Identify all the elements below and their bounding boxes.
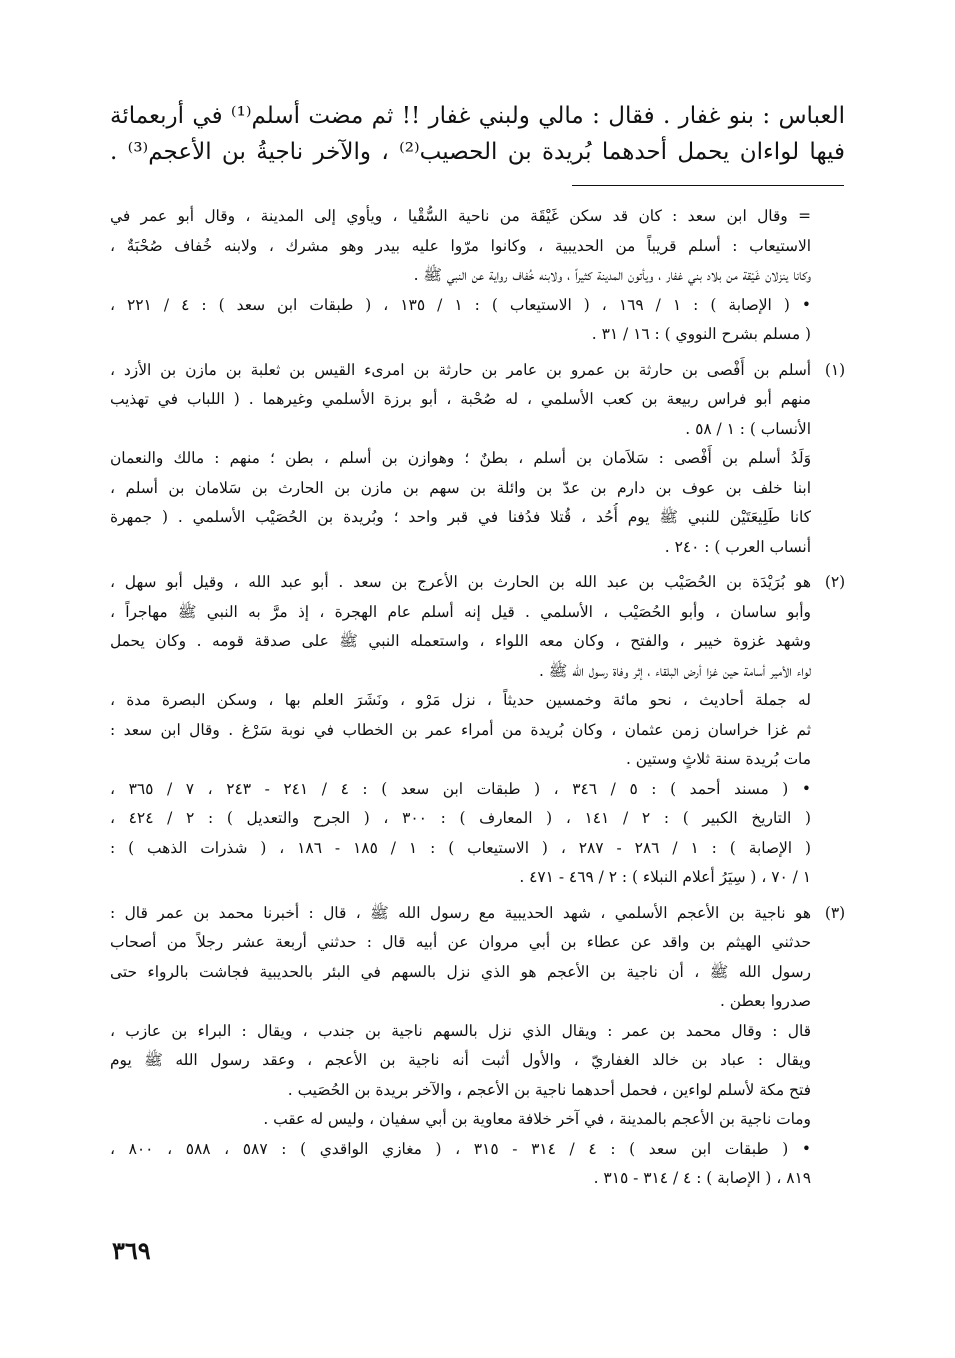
note-line: ١ / ٧٠ ، ( سِيَرُ أعلام النبلاء ) : ٢ / ٤٦٩ - ٤٧١ . (519, 868, 811, 886)
note-line: أسلم بن أَفْصى بن حارثة بن عمرو بن عامر بن حارثة بن امرىء القيس بن ثعلبة بن مازن بن الأزد ، (110, 360, 811, 379)
note-line: وكانا ينزلان غَيْقة من بلاد بني غفار ، ويأتون المدينة كثيراً ، ولابنه خُفاف رواية عن النبي ﷺ . (413, 266, 811, 284)
note-line: • ( طبقات ابن سعد ) : ٤ / ٣١٤ - ٣١٥ ، ( مغازي الواقدي ) : ٥٨٧ ، ٥٨٨ ، ٨٠٠ ، (110, 1139, 811, 1158)
note-line: أنساب العرب ) : ٢٤٠ . (664, 537, 811, 556)
note-line: ( الإصابة ) : ١ / ٢٨٦ - ٢٨٧ ، ( الاستيعاب ) : ١ / ١٨٥ - ١٨٦ ، ( شذرات الذهب ) : (110, 838, 811, 857)
note-line: هو بُرَيْدَة بن الحُصَيْب بن عبد الله بن الحارث بن الأعرج بن سعد . أبو عبد الله ، وقيل أبو سهل ، (110, 573, 811, 591)
note-line: • ( الإصابة ) : ١ / ١٦٩ ، ( الاستيعاب ) : ١ / ١٣٥ ، ( طبقات ابن سعد ) : ٤ / ٢٢١ ، (110, 295, 811, 314)
note-line: ابنا خلف بن عوف بن دارم بن عدّ بن وائلة بن سهم بن مازن بن الحارث بن سَلامان بن أسلم ، (110, 478, 811, 497)
page-number: ٣٦٩ (112, 1236, 151, 1265)
note-line: مات بُريدة سنة ثلاثٍ وستين . (625, 750, 811, 768)
continuation-note (110, 202, 845, 350)
note-line: له جملة أحاديث ، نحو مائة وخمسين حديثاً ، نزل مَرْو ، ونَشَرَ العلم بها ، وسكن البصرة مدة ، (110, 691, 811, 709)
footnote-number: (١) (824, 360, 846, 379)
note-line: ٨١٩ ، ( الإصابة ) : ٤ / ٣١٤ - ٣١٥ . (593, 1169, 811, 1187)
note-line: رسول الله ﷺ ، أن ناجية بن الأعجم هو الذي نزل بالسهم في البئر بالحديبية فجاشت بالرواء حتى (110, 962, 811, 981)
main-text (110, 98, 845, 170)
note-line: الأنساب ) : ١ / ٥٨ . (685, 419, 811, 438)
note-line: قال : وقال محمد بن عمر : ويقال الذي نزل بالسهم ناجية بن جندب ، ويقال : البراء بن عازب ، (110, 1021, 811, 1040)
footnote-1 (110, 356, 845, 563)
note-line: ( التاريخ الكبير ) : ٢ / ١٤١ ، ( المعارف ) : ٣٠٠ ، ( الجرح والتعديل ) : ٢ / ٤٢٤ ، (110, 809, 811, 827)
note-line: ( مسلم بشرح النووي ) : ١٦ / ٣١ . (591, 325, 811, 343)
note-line: ثم غزا خراسان زمن عثمان ، وكان بُريدة من أمراء عمر بن الخطاب في نوبة سَرْغ . وقال ابن سعد : (110, 720, 811, 739)
note-line: • ( مسند أحمد ) : ٥ / ٣٤٦ ، ( طبقات ابن سعد ) : ٤ / ٢٤١ - ٢٤٣ ، ٧ / ٣٦٥ ، (110, 779, 811, 798)
note-line: ويقال : عباد بن خالد الغفاريّ ، والأول أثبت أنه ناجية بن الأعجم ، وعقد رسول الله ﷺ يوم (110, 1051, 811, 1069)
footnote-3 (110, 899, 845, 1194)
note-line: كانا طَلِيعَتَيْن للنبي ﷺ يوم أُحُد ، قُتلا فدُفنا في قبر واحد ؛ وبُريدة بن الحُصَيْب الأسلمي . ( جمهرة (110, 508, 811, 526)
note-line: ومات ناجية بن الأعجم بالمدينة ، في آخر خلافة معاوية بن أبي سفيان ، وليس له عقب . (263, 1110, 811, 1128)
note-line: صدروا بعطن . (719, 992, 811, 1010)
note-line: وشهد غزوة خيبر ، والفتح ، وكان معه اللواء ، واستعمله النبي ﷺ على صدقة قومه . وكان يحمل (110, 632, 811, 650)
note-line: وَلَدُ أسلم بن أَفْصى : سَلاَمان بن أسلم ، بطنٌ ؛ وهوازن بن أسلم ، بطن ؛ منهم : مالك والنعمان (110, 449, 811, 467)
main-text-line: فيها لواءان يحمل أحدهما بُريدة بن الحصيب⁽²⁾ ، والآخر ناجيةُ بن الأعجم⁽³⁾ . (110, 139, 845, 165)
note-line: وأبو ساسان ، وأبو الحُصَيْب ، الأسلمي . قيل إنه أسلم عام الهجرة ، إذ مرَّ به النبي ﷺ مهاجراً ، (110, 602, 811, 621)
note-line: هو ناجية بن الأعجم الأسلمي ، شهد الحديبية مع رسول الله ﷺ ، قال : أخبرنا محمد بن عمر قال : (110, 903, 811, 922)
note-line: لواء الأمير أسامة حين غزا أرض البلقاء ، إثر وفاة رسول الله ﷺ . (538, 661, 811, 680)
footnote-2 (110, 568, 845, 893)
note-line: منهم أبو فراس ربيعة بن كعب الأسلمي ، له صُحْبة ، أبو برزة الأسلمي وغيرهما . ( اللباب في تهذيب (110, 390, 811, 408)
note-line: = وقال ابن سعد : كان قد سكن غَيْقَة من ناحية السُّقْيا ، ويأوي إلى المدينة ، وقال أبو عمر في (110, 207, 811, 225)
note-line: فتح مكة لأسلم لواءين ، فحمل أحدهما ناجية بن الأعجم ، والآخر بريدة بن الحُصَيب . (287, 1080, 811, 1099)
footnotes-section (110, 202, 845, 1194)
note-line: الاستيعاب : أسلم قريباً من الحديبية ، وكانوا مرّوا عليه بيدر وهو مشرك ، ولابنه خُفاف صُحْبَةٌ ، (110, 236, 811, 255)
footnote-number: (٣) (824, 903, 846, 922)
footnote-separator (572, 185, 844, 186)
note-line: حدثني الهيثم بن واقد عن عطاء بن أبي مروان عن أبيه قال : حدثني أربعة عشر رجلاً من أصحاب (110, 933, 811, 951)
footnote-number: (٢) (824, 573, 846, 591)
main-text-line: العباس : بنو غفار . فقال : مالي ولبني غفار !! ثم مضت أسلم⁽¹⁾ في أربعمائة (110, 103, 845, 129)
